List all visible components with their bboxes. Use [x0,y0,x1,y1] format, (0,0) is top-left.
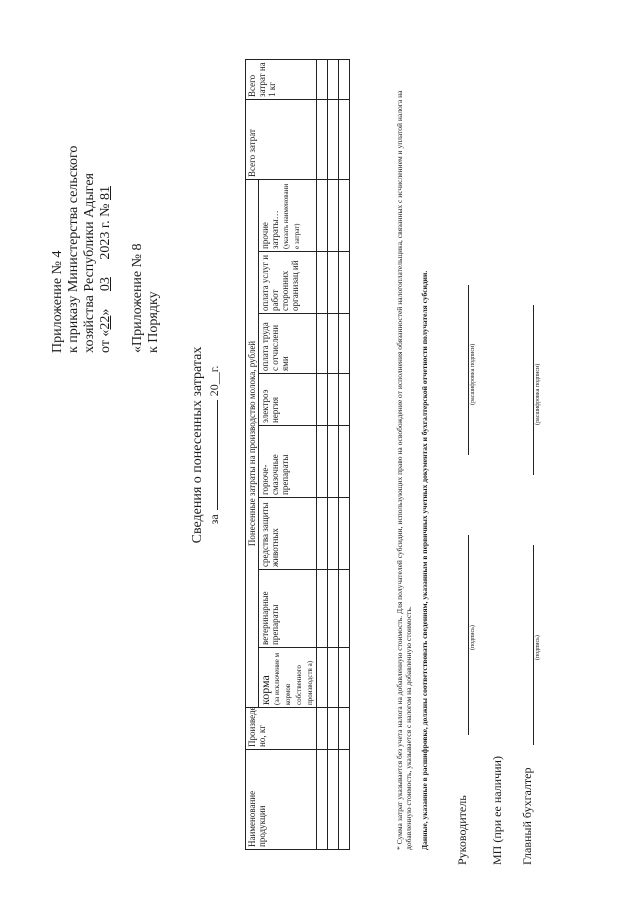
table-header-row [246,59,259,849]
table-cell [339,99,350,179]
table-cell [339,314,350,374]
header-labor: оплата труда с отчислени ями [259,314,317,374]
head-signature-caption: (подпись) [470,625,476,650]
header-fuel: горюче-смазочные препараты [259,426,317,498]
table-cell [339,570,350,648]
table-cell [317,570,328,648]
header-energy: электроэ нергия [259,374,317,426]
order-number: 81 [98,186,113,201]
table-cell [317,99,328,179]
report-period [207,285,222,605]
table-cell [339,426,350,498]
table-row [339,59,350,849]
accountant-signature-caption: (подпись) [535,635,541,660]
table-cell [328,708,339,750]
table-cell [317,179,328,251]
table-cell [339,179,350,251]
date-year: 2023 г. № [98,203,113,260]
costs-table [245,59,350,850]
header-produced: Произведе но, кг [246,708,317,750]
appendix-date-line [98,186,114,353]
table-cell [328,99,339,179]
table-cell [328,252,339,314]
note-conformity: Данные, указанные в расшифровке, должны соответствовать сведениям, указанным в первичных учетных документах и бухгалтерской отчетности получателя субсидии. [420,270,429,850]
stamp-label: МП (при ее наличии) [490,756,504,865]
date-month: 03 [98,277,113,292]
table-cell [328,179,339,251]
header-protection: средства защиты животных [259,498,317,570]
header-other-note: (указать наименовани е затрат) [282,183,301,249]
appendix-title: Приложение № 4 [50,250,65,353]
header-feed-label: корма [258,675,272,705]
period-prefix: за [207,514,221,525]
head-decode-caption: (расшифровка подписи) [470,343,476,405]
accountant-label: Главный бухгалтер [520,767,534,865]
table-cell [328,426,339,498]
footnote-vat: * Сумма затрат указывается без учета налога на добавленную стоимость. Для получателей субсидии, использующих право на освобождение от исполнения обязанностей налогоплательщика, связанных с исчислением и уплатой налога на добавленную стоимость, указывается с налогом на добавленную стоимость. [395,90,413,850]
table-cell [339,59,350,99]
header-total-per-kg: Всего затрат на 1 кг [246,59,317,99]
accountant-decode-line [533,305,534,475]
table-cell [317,252,328,314]
head-decode-line [468,285,469,455]
table-cell [317,59,328,99]
appendix-order-line: к приказу Министерства сельского [66,145,81,353]
table-cell [339,252,350,314]
appendix-ministry-line: хозяйства Республики Адыгея [82,173,97,353]
period-suffix: 20__г. [207,365,221,397]
report-title: Сведения о понесенных затратах [190,346,205,544]
date-prefix: от « [98,329,113,353]
header-total: Всего затрат [246,99,317,179]
table-cell [339,648,350,708]
table-cell [328,570,339,648]
table-row [328,59,339,849]
date-day: 22 [98,315,113,330]
header-feed [259,648,317,708]
table-cell [328,59,339,99]
table-cell [317,374,328,426]
header-other [259,179,317,251]
table-cell [339,374,350,426]
head-label: Руководитель [455,795,469,865]
header-feed-note: (за исключение м кормов собственного производств а) [273,652,314,705]
sub-appendix-title: «Приложение № 8 [130,243,145,353]
accountant-signature-line [533,545,534,745]
table-cell [328,498,339,570]
table-cell [339,708,350,750]
table-cell [317,498,328,570]
sub-appendix-procedure: к Порядку [146,291,161,353]
header-services: оплата услуг и работ сторонних организац ий [259,252,317,314]
header-product-name: Наименование продукции [246,750,317,850]
period-blank [207,400,218,510]
date-mid: » [98,308,113,316]
header-vet: ветеринарные препараты [259,570,317,648]
table-cell [317,426,328,498]
table-cell [317,314,328,374]
table-cell [328,648,339,708]
table-cell [317,750,328,850]
table-row [317,59,328,849]
table-cell [317,708,328,750]
header-other-label: прочие затраты… [260,210,280,249]
table-cell [328,750,339,850]
table-cell [328,374,339,426]
table-cell [317,648,328,708]
table-cell [328,314,339,374]
accountant-decode-caption: (расшифровка подписи) [535,363,541,425]
table-cell [339,498,350,570]
table-cell [339,750,350,850]
header-cost-group: Понесенные затраты на производство молока, рублей [246,179,259,707]
head-signature-line [468,535,469,735]
